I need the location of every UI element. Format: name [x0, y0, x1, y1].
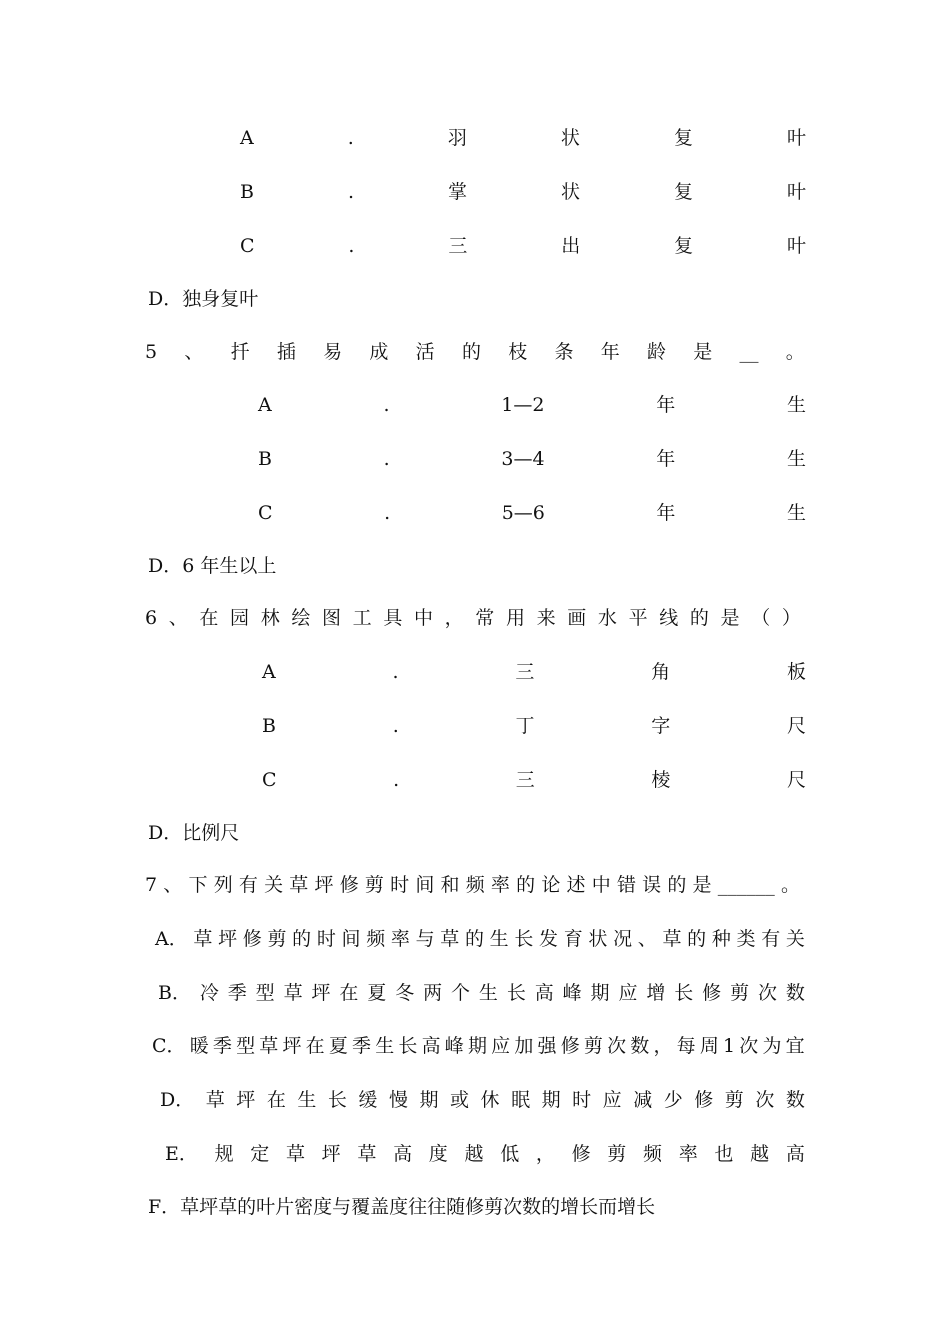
text-token: 修	[571, 1143, 591, 1165]
text-token: 的	[292, 928, 312, 950]
q6-option-d: D．比例尺	[148, 822, 240, 844]
text-token: 三	[448, 235, 468, 257]
text-token: 型	[255, 982, 275, 1004]
text-token: 数	[785, 1089, 805, 1111]
text-token: 修	[339, 874, 359, 896]
text-token: 、	[168, 607, 188, 629]
q7-question	[145, 870, 800, 900]
text-token: 易	[323, 341, 343, 363]
text-token: 生	[786, 448, 806, 470]
text-token: C	[240, 235, 255, 257]
text-token: 中	[413, 607, 433, 629]
text-token: 度	[428, 1143, 448, 1165]
text-token: 高	[393, 1143, 413, 1165]
text-token: 频	[465, 874, 485, 896]
text-token: ）	[781, 607, 801, 629]
text-token: 也	[714, 1143, 734, 1165]
text-token: 剪	[730, 982, 750, 1004]
q6-option-b	[262, 711, 806, 741]
text-token: 冬	[395, 982, 415, 1004]
text-token: 、	[163, 874, 183, 896]
text-token: C	[258, 502, 273, 524]
text-token: 来	[536, 607, 556, 629]
text-token: 。	[785, 341, 805, 363]
text-token: 时	[316, 928, 336, 950]
text-token: 高	[785, 1143, 805, 1165]
text-token: 长	[506, 982, 526, 1004]
text-token: 草	[205, 1089, 225, 1111]
text-token: 年	[656, 502, 676, 524]
text-token: 状	[560, 181, 580, 203]
text-token: B	[262, 715, 276, 737]
text-token: 坪	[314, 874, 334, 896]
q5-option-d: D．6 年生以上	[148, 555, 277, 577]
text-token: 1—2	[501, 394, 545, 416]
text-token: ，	[444, 607, 464, 629]
text-token: 在	[266, 1089, 286, 1111]
text-token: 夏	[328, 1035, 348, 1057]
text-token: 用	[505, 607, 525, 629]
text-token: 生	[489, 928, 509, 950]
text-token: 叶	[786, 235, 806, 257]
text-token: 增	[646, 982, 666, 1004]
text-token: 应	[491, 1035, 511, 1057]
text-token: 6	[145, 607, 158, 629]
text-token: 是	[692, 874, 712, 896]
text-token: 剪	[583, 1035, 603, 1057]
text-token: 羽	[447, 127, 467, 149]
text-token: 是	[720, 607, 740, 629]
text-token: 间	[341, 928, 361, 950]
text-token: 图	[322, 607, 342, 629]
text-token: 的	[689, 607, 709, 629]
q7-option-e	[165, 1139, 805, 1169]
text-token: 或	[450, 1089, 470, 1111]
text-token: 三	[515, 661, 535, 683]
text-token: 生	[297, 1089, 317, 1111]
text-token: 年	[600, 341, 620, 363]
text-token: 时	[572, 1089, 592, 1111]
q5-question	[145, 337, 805, 367]
text-token: 的	[667, 874, 687, 896]
text-token: 坪	[236, 1089, 256, 1111]
text-token: .	[347, 127, 354, 149]
text-token: .	[393, 769, 400, 791]
text-token: 述	[566, 874, 586, 896]
text-token: 越	[750, 1143, 770, 1165]
text-token: 生	[786, 502, 806, 524]
text-token: 具	[383, 607, 403, 629]
text-token: 。	[780, 874, 800, 896]
text-token: 复	[673, 127, 693, 149]
text-token: 草	[285, 1143, 305, 1165]
text-token: 期	[467, 1035, 487, 1057]
text-token: 掌	[447, 181, 467, 203]
text-token: 5—6	[501, 502, 545, 524]
text-token: 剪	[607, 1143, 627, 1165]
text-token: 坪	[321, 1143, 341, 1165]
text-token: 每	[676, 1035, 696, 1057]
text-token: 草	[357, 1143, 377, 1165]
text-token: 状	[560, 127, 580, 149]
text-token: 是	[693, 341, 713, 363]
text-token: E．	[165, 1143, 198, 1165]
text-token: 次	[757, 982, 777, 1004]
text-token: 线	[659, 607, 679, 629]
q7-option-d	[160, 1085, 805, 1115]
text-token: 率	[390, 928, 410, 950]
q4-option-d: D．独身复叶	[148, 288, 259, 310]
text-token: C．	[152, 1035, 186, 1057]
q5-option-c	[258, 498, 806, 528]
text-token: 种	[711, 928, 731, 950]
text-token: ，	[535, 1143, 555, 1165]
text-token: 板	[786, 661, 806, 683]
text-token: .	[383, 448, 390, 470]
text-token: 中	[591, 874, 611, 896]
text-token: 数	[785, 982, 805, 1004]
text-token: 草	[259, 1035, 279, 1057]
text-token: 角	[651, 661, 671, 683]
text-token: 率	[490, 874, 510, 896]
text-token: 类	[736, 928, 756, 950]
text-token: 扦	[230, 341, 250, 363]
text-token: 率	[678, 1143, 698, 1165]
text-token: C	[262, 769, 277, 791]
text-token: 发	[539, 928, 559, 950]
text-token: 生	[375, 1035, 395, 1057]
text-token: 季	[352, 1035, 372, 1057]
text-token: 在	[199, 607, 219, 629]
text-token: 规	[214, 1143, 234, 1165]
text-token: 草	[193, 928, 213, 950]
text-token: 夏	[367, 982, 387, 1004]
text-token: 草	[662, 928, 682, 950]
text-token: 数	[630, 1035, 650, 1057]
text-token: 峰	[444, 1035, 464, 1057]
text-token: 论	[541, 874, 561, 896]
text-token: 定	[250, 1143, 270, 1165]
text-token: 坪	[311, 982, 331, 1004]
text-token: 次	[755, 1089, 775, 1111]
text-token: B．	[158, 982, 191, 1004]
text-token: 字	[651, 715, 671, 737]
text-token: 长	[327, 1089, 347, 1111]
text-token: 下	[188, 874, 208, 896]
text-token: 插	[276, 341, 296, 363]
text-token: 错	[616, 874, 636, 896]
text-token: 加	[514, 1035, 534, 1057]
text-token: 草	[440, 928, 460, 950]
text-token: 在	[339, 982, 359, 1004]
q6-question	[145, 603, 801, 633]
text-token: .	[383, 394, 390, 416]
text-token: 尺	[786, 715, 806, 737]
text-token: 关	[785, 928, 805, 950]
text-token: 次	[739, 1035, 759, 1057]
q7-option-a	[155, 924, 805, 954]
text-token: .	[392, 715, 399, 737]
text-token: 期	[541, 1089, 561, 1111]
text-token: 暖	[189, 1035, 209, 1057]
text-token: 坪	[282, 1035, 302, 1057]
text-token: 、	[637, 928, 657, 950]
text-token: 剪	[267, 928, 287, 950]
text-token: 坪	[218, 928, 238, 950]
text-token: 条	[554, 341, 574, 363]
text-token: 剪	[364, 874, 384, 896]
q4-option-a	[240, 123, 806, 153]
text-token: 园	[230, 607, 250, 629]
text-token: 峰	[562, 982, 582, 1004]
text-token: 和	[440, 874, 460, 896]
text-token: 枝	[508, 341, 528, 363]
text-token: 尺	[786, 769, 806, 791]
text-token: B	[258, 448, 272, 470]
text-token: 修	[702, 982, 722, 1004]
text-token: 7	[145, 874, 158, 896]
text-token: 期	[590, 982, 610, 1004]
text-token: 复	[673, 181, 693, 203]
text-token: 草	[283, 982, 303, 1004]
text-token: 草	[289, 874, 309, 896]
text-token: 慢	[388, 1089, 408, 1111]
text-token: D．	[160, 1089, 195, 1111]
text-token: 关	[264, 874, 284, 896]
text-token: 少	[663, 1089, 683, 1111]
text-token: 长	[674, 982, 694, 1004]
text-token: 型	[236, 1035, 256, 1057]
text-token: 时	[390, 874, 410, 896]
text-token: .	[392, 661, 399, 683]
text-token: 低	[500, 1143, 520, 1165]
text-token: 生	[786, 394, 806, 416]
text-token: 眠	[511, 1089, 531, 1111]
text-token: 绘	[291, 607, 311, 629]
text-token: 休	[480, 1089, 500, 1111]
text-token: 三	[515, 769, 535, 791]
text-token: __	[739, 341, 759, 363]
text-token: 剪	[724, 1089, 744, 1111]
text-token: A	[240, 127, 254, 149]
text-token: 修	[694, 1089, 714, 1111]
text-token: A	[262, 661, 276, 683]
text-token: （	[751, 607, 771, 629]
text-token: 应	[618, 982, 638, 1004]
q7-option-c	[152, 1031, 805, 1061]
text-token: 成	[369, 341, 389, 363]
q4-option-b	[240, 177, 806, 207]
q6-option-a	[262, 657, 806, 687]
text-token: 长	[514, 928, 534, 950]
text-token: 年	[656, 448, 676, 470]
text-token: 叶	[786, 127, 806, 149]
text-token: 宜	[785, 1035, 805, 1057]
text-token: 的	[687, 928, 707, 950]
text-token: 为	[762, 1035, 782, 1057]
text-token: A	[258, 394, 272, 416]
text-token: 的	[461, 341, 481, 363]
q7-option-b	[158, 978, 805, 1008]
text-token: .	[347, 181, 354, 203]
text-token: .	[348, 235, 355, 257]
text-token: B	[240, 181, 254, 203]
q5-option-b	[258, 444, 806, 474]
text-token: 强	[537, 1035, 557, 1057]
text-token: A．	[155, 928, 188, 950]
q5-option-a	[258, 390, 806, 420]
text-token: 画	[567, 607, 587, 629]
text-token: 周	[699, 1035, 719, 1057]
text-token: 应	[602, 1089, 622, 1111]
text-token: 越	[464, 1143, 484, 1165]
text-token: 龄	[647, 341, 667, 363]
text-token: 期	[419, 1089, 439, 1111]
text-token: 活	[415, 341, 435, 363]
text-token: 复	[674, 235, 694, 257]
text-token: 缓	[358, 1089, 378, 1111]
text-token: 状	[588, 928, 608, 950]
text-token: 水	[597, 607, 617, 629]
text-token: 丁	[515, 715, 535, 737]
text-token: ，	[653, 1035, 673, 1057]
text-token: 季	[212, 1035, 232, 1057]
text-token: 工	[352, 607, 372, 629]
text-token: 在	[305, 1035, 325, 1057]
text-token: 育	[563, 928, 583, 950]
text-token: 高	[421, 1035, 441, 1057]
text-token: 叶	[786, 181, 806, 203]
text-token: 的	[516, 874, 536, 896]
text-token: 平	[628, 607, 648, 629]
text-token: 有	[238, 874, 258, 896]
text-token: 常	[475, 607, 495, 629]
text-token: 林	[260, 607, 280, 629]
text-token: 间	[415, 874, 435, 896]
q7-option-f: F．草坪草的叶片密度与覆盖度往往随修剪次数的增长而增长	[148, 1196, 656, 1218]
text-token: 长	[398, 1035, 418, 1057]
text-token: ______	[717, 874, 775, 896]
text-token: 冷	[199, 982, 219, 1004]
q6-option-c	[262, 765, 806, 795]
text-token: 与	[415, 928, 435, 950]
text-token: 5	[145, 341, 158, 363]
text-token: 、	[184, 341, 204, 363]
text-token: 季	[227, 982, 247, 1004]
text-token: .	[384, 502, 391, 524]
text-token: 列	[213, 874, 233, 896]
text-token: 的	[464, 928, 484, 950]
text-token: 有	[761, 928, 781, 950]
text-token: 频	[366, 928, 386, 950]
text-token: 出	[561, 235, 581, 257]
text-token: 修	[560, 1035, 580, 1057]
text-token: 次	[607, 1035, 627, 1057]
text-token: 减	[633, 1089, 653, 1111]
text-token: 频	[643, 1143, 663, 1165]
text-token: 3—4	[501, 448, 545, 470]
text-token: 误	[642, 874, 662, 896]
text-token: 棱	[651, 769, 671, 791]
text-token: 高	[534, 982, 554, 1004]
text-token: 生	[478, 982, 498, 1004]
text-token: 1	[723, 1035, 736, 1057]
q4-option-c	[240, 231, 806, 261]
text-token: 个	[451, 982, 471, 1004]
text-token: 年	[656, 394, 676, 416]
text-token: 修	[242, 928, 262, 950]
text-token: 况	[613, 928, 633, 950]
text-token: 两	[423, 982, 443, 1004]
